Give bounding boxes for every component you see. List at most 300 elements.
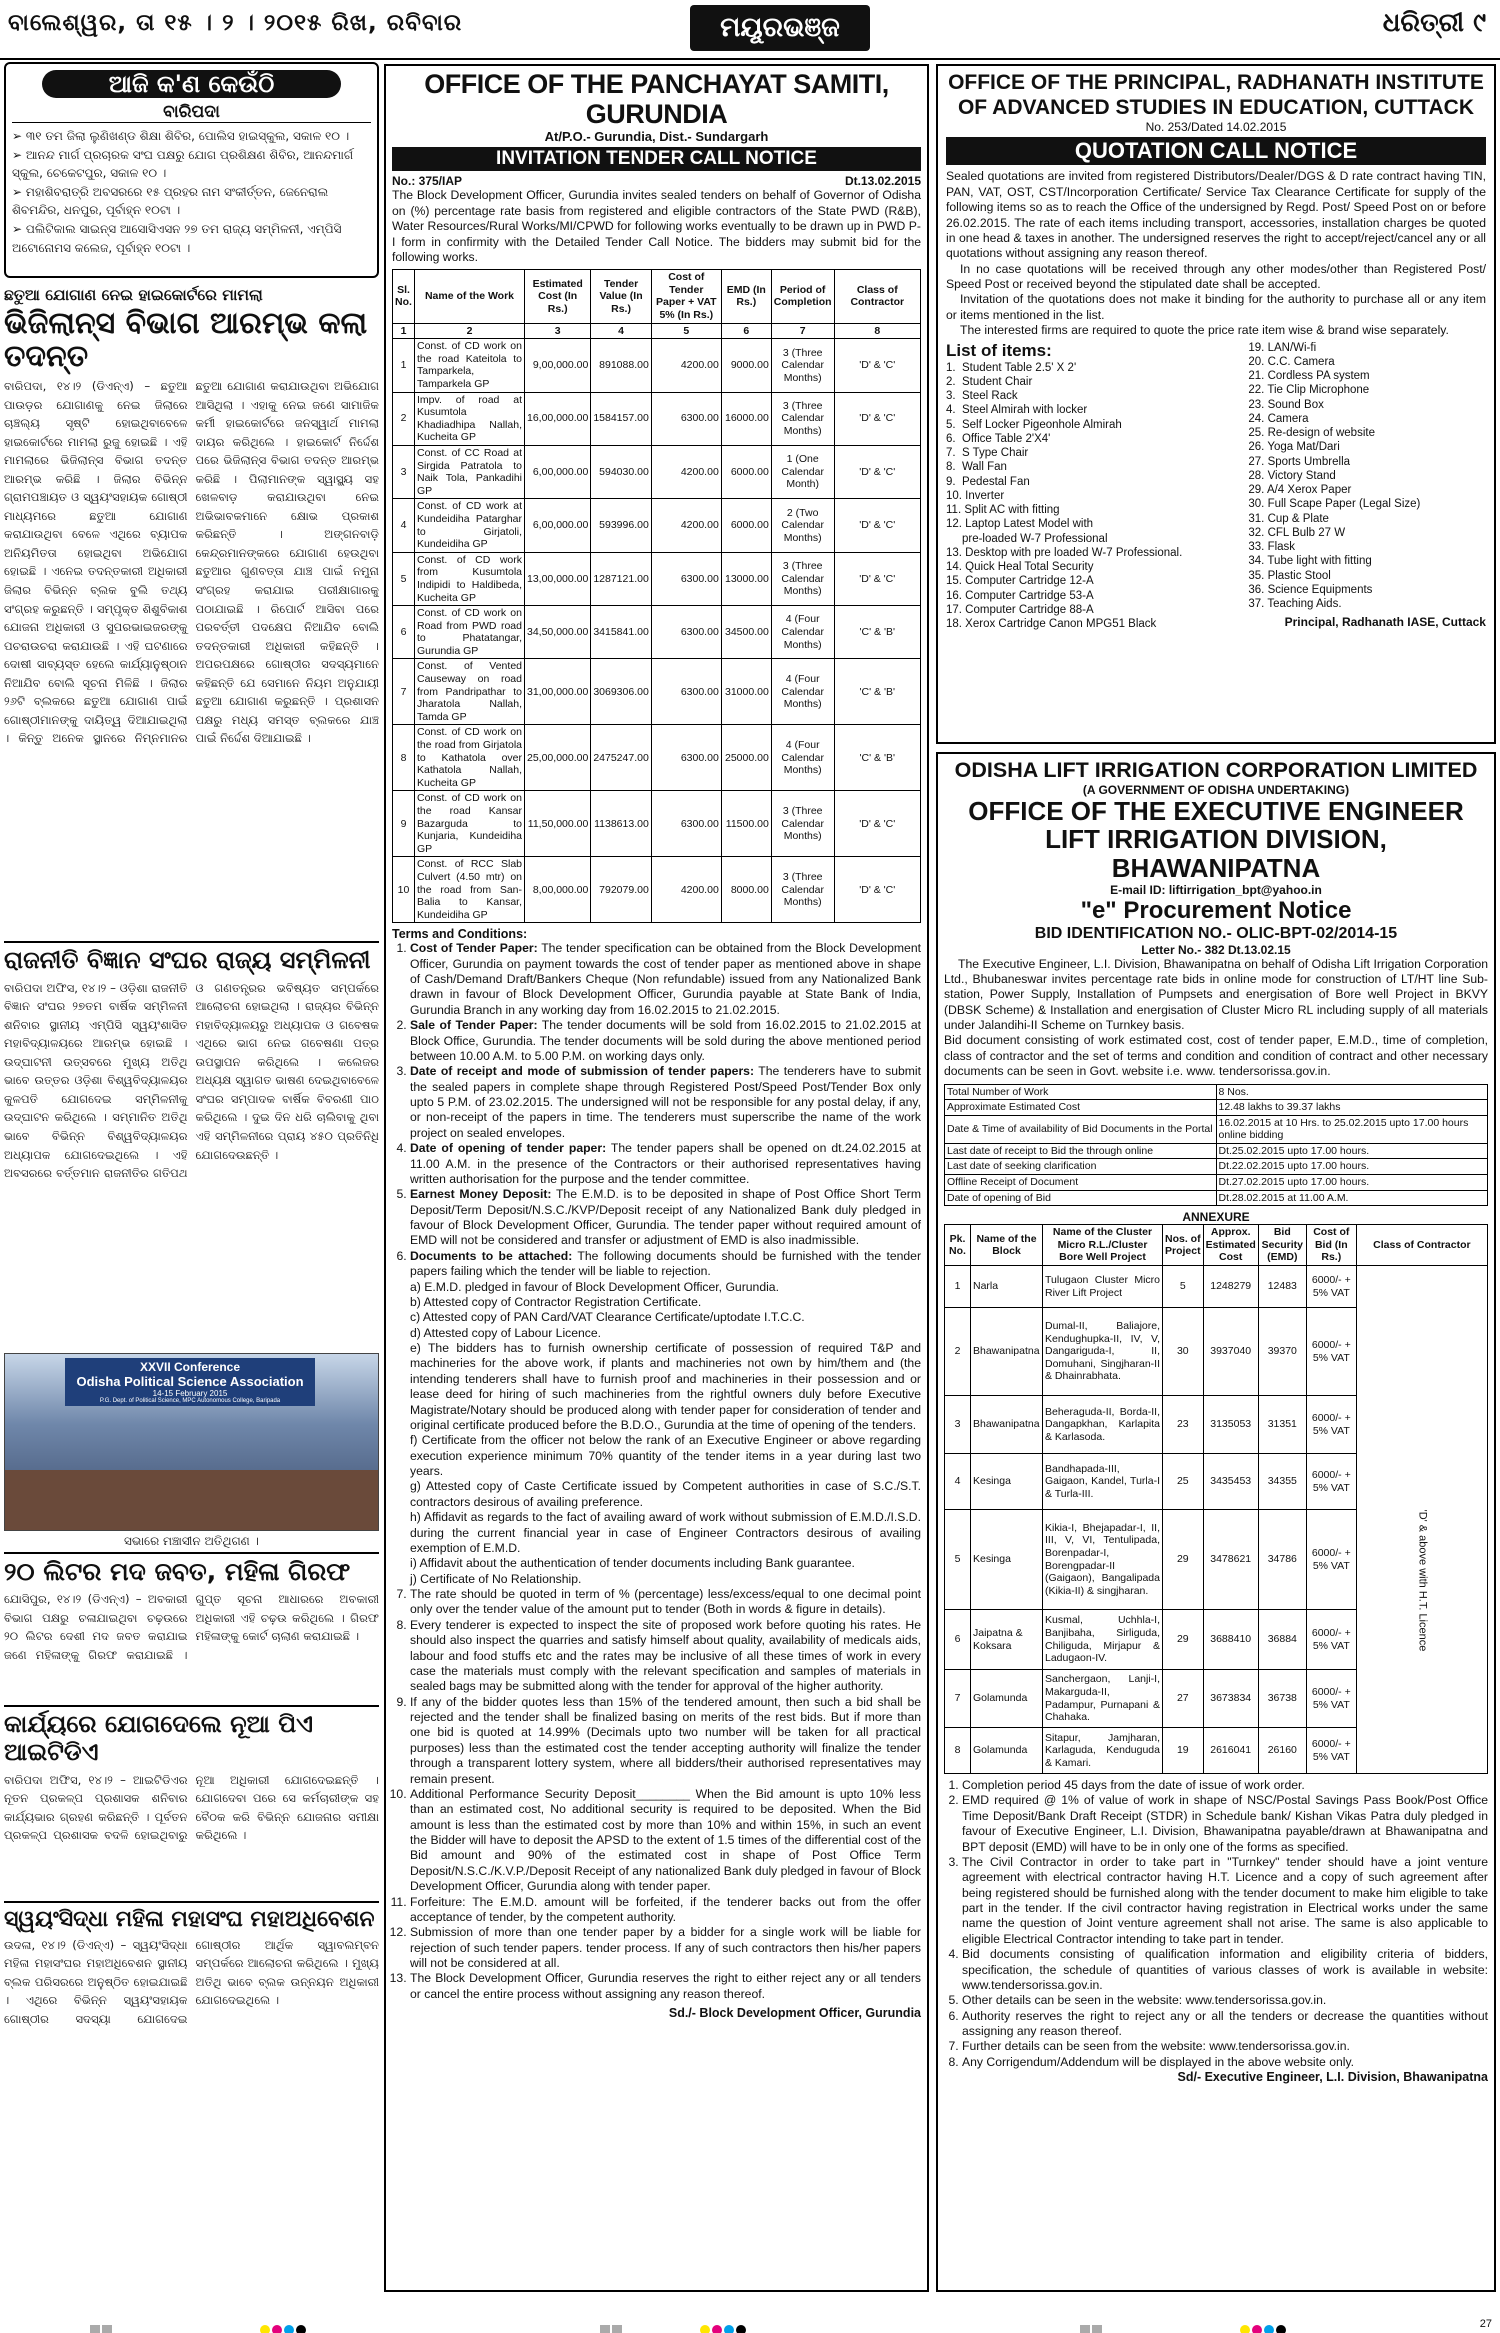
table-cell: 3415841.00 [591, 606, 651, 659]
headline: ରାଜନୀତି ବିଜ୍ଞାନ ସଂଘର ରାଜ୍ୟ ସମ୍ମିଳନୀ [4, 946, 371, 974]
list-item: 8. Wall Fan [946, 461, 1007, 474]
table-cell: 8000.00 [721, 857, 771, 923]
table-cell: 39370 [1258, 1308, 1306, 1396]
print-marks [0, 2318, 1500, 2333]
table-cell: Tulugaon Cluster Micro River Lift Project [1043, 1266, 1163, 1308]
table-cell: 25,00,000.00 [525, 725, 591, 791]
table-cell: 5 [393, 552, 415, 605]
terms-list [392, 941, 921, 1279]
table-cell: 6 [393, 606, 415, 659]
table-cell: 1 [393, 339, 415, 392]
table-cell: 8 [945, 1728, 971, 1774]
term-item: 9. If any of the bidder quotes less than 15% of the tendered amount, then such a bid shall be rejected and the tender shall be finalized basing on merits of the rest bids. But if more than one bid is quoted at 14.99% (Decimals upto two number will be taken for all practical purposes) less than the estimated cost the tender accepting authority will finalize the tender through a transparent lottery system, where all bidders/their authorised representatives may remain present. [410, 1695, 921, 1787]
table-cell: Dumal-II, Baliajore, Kendughupka-II, IV, V, Dangariguda-I, II, Domuhani, Singjharan-II & Dhainrabhata. [1043, 1308, 1163, 1396]
table-cell: 6300.00 [651, 606, 721, 659]
headline: କାର୍ଯ୍ୟରେ ଯୋଗଦେଲେ ନୂଆ ପିଏ ଆଇଟିଡିଏ [4, 1710, 314, 1766]
table-cell: 2 (Two Calendar Months) [771, 499, 834, 552]
list-item: pre-loaded W-7 Professional [946, 532, 1108, 545]
term-item: 13. The Block Development Officer, Gurundia reserves the right to either reject any or all tenders or cancel the entire process without assigning any reason thereof. [410, 1971, 921, 2002]
table-cell: 6000/- + 5% VAT [1306, 1454, 1356, 1510]
term-text: The tenderers have to submit the sealed papers in complete shape through Registered Post/Speed Post/Tender Box only upto 5 P.M. of 23.02.2015. The undersigned will not be responsible for any postal delay, if any, or non-receipt of the papers in time. The tenderers must superscribe the name of the work project on sealed envelopes. [410, 1064, 921, 1140]
table-cell: 34500.00 [721, 606, 771, 659]
note-item: 2. EMD required @ 1% of value of work in shape of NSC/Postal Savings Pass Book/Post Office Time Deposit/Bank Draft Receipt (STDR) in Schedule bank/ Kishan Vikas Patra duly pledged in favour of Executive Engineer, L.I. Division, Bhawanipatna payable/drawn at Bhawanipatna and BPT deposit (EMD) will have to be in only one of the forms as specified. [962, 1793, 1488, 1855]
class-cell [1356, 1266, 1487, 1774]
term-text: The E.M.D. is to be deposited in shape of Post Office Short Term Deposit/Term Deposit/N.S.C./KVP/Deposit receipt of any Nationalized Bank duly pledged in favour of Block Development Officer, Gurundia. The tender paper without required amount of EMD will not be considered and transfer or adjustment of EMD is also inadmissible. [410, 1187, 921, 1248]
table-row [393, 339, 921, 392]
column-number: 8 [834, 323, 920, 339]
table-cell: 36884 [1258, 1610, 1306, 1670]
column-number: 7 [771, 323, 834, 339]
list-item: 19. LAN/Wi-fi [1248, 341, 1317, 354]
table-cell: 16,00,000.00 [525, 392, 591, 445]
term-text: The tender documents will be sold from 16.02.2015 to 21.02.2015 at Block Office, Gurundia. The tender documents will be sold during the above mentioned period between 10.00 A.M. to 5.00 P.M. on working days only. [410, 1018, 921, 1063]
table-row [393, 392, 921, 445]
kicker: ଛତୁଆ ଯୋଗାଣ ନେଇ ହାଇକୋର୍ଟରେ ମାମଲା [4, 286, 263, 304]
table-cell: 12483 [1258, 1266, 1306, 1308]
column-header: Estimated Cost (In Rs.) [525, 270, 591, 323]
info-label: Last date of receipt to Bid the through online [945, 1143, 1217, 1159]
column-number: 3 [525, 323, 591, 339]
table-cell: 34786 [1258, 1510, 1306, 1610]
list-item: 15. Computer Cartridge 12-A [946, 575, 1094, 588]
quotation-bar: QUOTATION CALL NOTICE [946, 137, 1486, 165]
note-item: 7. Further details can be seen from the website: www.tendersorissa.gov.in. [962, 2039, 1488, 2054]
quotation-signature: Principal, Radhanath IASE, Cuttack [1284, 615, 1486, 630]
column-header: Cost of Bid (In Rs.) [1306, 1225, 1356, 1266]
table-row [945, 1159, 1488, 1175]
table-cell: 3937040 [1203, 1308, 1258, 1396]
quotation-title: OFFICE OF THE PRINCIPAL, RADHANATH INSTITUTE [948, 71, 1484, 94]
table-row [393, 552, 921, 605]
tender-address: At/P.O.- Gurundia, Dist.- Sundargarh [544, 129, 769, 145]
table-cell: 6000/- + 5% VAT [1306, 1510, 1356, 1610]
table-cell: 6000.00 [721, 499, 771, 552]
table-cell: 29 [1163, 1610, 1204, 1670]
list-item: 34. Tube light with fitting [1248, 555, 1372, 568]
list-item: 13. Desktop with pre loaded W-7 Professional. [946, 546, 1183, 559]
terms-list-2 [392, 1587, 921, 2002]
document-item: h) Affidavit as regards to the fact of availing award of work without submission of E.M.D./I.S.D. during the current financial year in case of Engineer Contractors desirous of availing exemption of E.M.D. [410, 1510, 921, 1555]
table-cell: 11500.00 [721, 791, 771, 857]
note-item: 4. Bid documents consisting of qualification information and eligibility criteria of bidders, specification, the schedule of quantities of various classes of work is available in website: www.tendersorissa.gov.in. [962, 1947, 1488, 1993]
list-item: 7. S Type Chair [946, 447, 1029, 459]
event-item: ➢ ୩୧ ତମ ଜିଲା ଲୁଣିଖଣ୍ଡ ଶିକ୍ଷା ଶିବିର, ପୋଲିସ ହାଇସ୍କୁଲ, ସକାଳ ୧୦ । [12, 129, 350, 143]
tender-bar: INVITATION TENDER CALL NOTICE [392, 147, 921, 171]
info-value: Dt.25.02.2015 upto 17.00 hours. [1216, 1143, 1488, 1159]
table-cell: 3478621 [1203, 1510, 1258, 1610]
story: ବାରିପଦା ଅଫିସ, ୧୪।୨ – ଓଡ଼ିଶା ରାଜନୀତି ବିଜ୍ଞାନ ସଂଘର ୨୭ତମ ବାର୍ଷିକ ସମ୍ମିଳନୀ ଶନିବାର ସ୍ଥାନୀୟ ଏମ୍‌ପିସି ସ୍ୱୟଂଶାସିତ ମହାବିଦ୍ୟାଳୟରେ ଆରମ୍ଭ ହୋଇଛି । ଉଦ୍‌ଘାଟନୀ ଉତ୍ସବରେ ମୁଖ୍ୟ ଅତିଥି ଭାବେ ଉତ୍ତର ଓଡ଼ିଶା ବିଶ୍ୱବିଦ୍ୟାଳୟର କୁଳପତି ଯୋଗଦେଇ ସମ୍ମିଳନୀକୁ ଉଦ୍‌ଘାଟନ କରିଥିଲେ । ସମ୍ମାନିତ ଅତିଥି ଭାବେ ବିଭିନ୍ନ ବିଶ୍ୱବିଦ୍ୟାଳୟର ଅଧ୍ୟାପକ ଯୋଗଦେଇଥିଲେ । ଏହି ଅବସରରେ ବର୍ତ୍ତମାନ ରାଜନୀତିର ଗତିପଥ ଓ ଗଣତନ୍ତ୍ରର ଭବିଷ୍ୟତ ସମ୍ପର୍କରେ ଆଲୋଚନା ହୋଇଥିଲା । ରାଜ୍ୟର ବିଭିନ୍ନ ମହାବିଦ୍ୟାଳୟରୁ ଅଧ୍ୟାପକ ଓ ଗବେଷକ ଏଥିରେ ଭାଗ ନେଇ ଗବେଷଣା ପତ୍ର ଉପସ୍ଥାପନ କରିଥିଲେ । କଲେଜର ଅଧ୍ୟକ୍ଷ ସ୍ୱାଗତ ଭାଷଣ ଦେଇଥିବାବେଳେ ସଂଘର ସମ୍ପାଦକ ବାର୍ଷିକ ବିବରଣୀ ପାଠ କରିଥିଲେ । ଦୁଇ ଦିନ ଧରି ଚାଲିବାକୁ ଥିବା ଏହି ସମ୍ମିଳନୀରେ ପ୍ରାୟ ୪୫୦ ପ୍ରତିନିଧି ଯୋଗଦେଉଛନ୍ତି । [4, 980, 379, 1181]
table-cell: Golamunda [971, 1670, 1043, 1728]
items-title: List of items: [946, 340, 1052, 360]
quotation-para: The interested firms are required to quote the price rate item wise & brand wise separately. [960, 323, 1449, 338]
table-cell: 2616041 [1203, 1728, 1258, 1774]
column-header: Class of Contractor [1356, 1225, 1487, 1266]
table-cell: 4200.00 [651, 857, 721, 923]
headline: ସ୍ୱୟଂସିଦ୍ଧା ମହିଳା ମହାସଂଘ ମହାଅଧିବେଶନ [4, 1906, 375, 1932]
table-cell: 8 [393, 725, 415, 791]
list-item: 27. Sports Umbrella [1248, 455, 1351, 468]
table-cell: 6000.00 [721, 445, 771, 498]
tender-number: No.: 375/IAP [392, 174, 463, 189]
table-cell: 792079.00 [591, 857, 651, 923]
table-cell: 34,50,000.00 [525, 606, 591, 659]
table-cell: 3 (Three Calendar Months) [771, 791, 834, 857]
info-value: 16.02.2015 at 10 Hrs. to 25.02.2015 upto 17.00 hours online bidding [1216, 1115, 1488, 1143]
table-cell: 3688410 [1203, 1610, 1258, 1670]
table-cell: 25000.00 [721, 725, 771, 791]
document-item: g) Attested copy of Caste Certificate issued by Competent authorities in case of S.C./S.T. contractors desirous of availing preference. [410, 1479, 921, 1509]
column-header: Bid Security (EMD) [1258, 1225, 1306, 1266]
column-number: 5 [651, 323, 721, 339]
info-value: 12.48 lakhs to 39.37 lakhs [1216, 1100, 1488, 1116]
column-header: Name of the Cluster Micro R.L./Cluster Bore Well Project [1043, 1225, 1163, 1266]
headline: ଭିଜିଲାନ୍ସ ବିଭାଗ ଆରମ୍ଭ କଲା ତଦନ୍ତ [4, 306, 368, 374]
term-item: 7. The rate should be quoted in term of % (percentage) less/excess/equal to one decimal point only over the tender value of the amount put to tender (Both in words & figure in details). [410, 1587, 921, 1618]
term-text: The tender papers shall be opened on dt.24.02.2015 at 11.00 A.M. in the presence of the Contractors or their authorised representatives having written authorisation for the purpose and the tender committee. [410, 1141, 921, 1186]
column-header: Pk. No. [945, 1225, 971, 1266]
table-cell: 6300.00 [651, 791, 721, 857]
event-item: ➢ ପଲିଟିକାଲ ସାଇନ୍ସ ଆସୋସିଏସନ ୨୭ ତମ ରାଜ୍ୟ ସମ୍ମିଳନୀ, ଏମ୍‌ପିସି ଅଟୋନୋମସ କଲେଜ, ପୂର୍ବାହ୍ନ ୧୦ଟା । [12, 221, 342, 255]
table-cell: Const. of CD work from Kusumtola Indipidi to Haldibeda, Kucheita GP [415, 552, 525, 605]
quotation-title-2: OF ADVANCED STUDIES IN EDUCATION, CUTTACK [957, 96, 1475, 120]
table-cell: 6000/- + 5% VAT [1306, 1728, 1356, 1774]
table-cell: 31000.00 [721, 659, 771, 725]
table-cell: Kesinga [971, 1510, 1043, 1610]
paper-logo: ଧରିତ୍ରୀ ୯ [1382, 8, 1486, 38]
list-item: 18. Xerox Cartridge Canon MPG51 Black [946, 618, 1157, 630]
table-cell: 'D' & 'C' [834, 392, 920, 445]
registration-mark [600, 2320, 624, 2333]
conference-banner: XXVII Conference Odisha Political Science Association 14-15 February 2015 P.G. Dept. of Political Science, MPC Autonomous College, Baripada [65, 1358, 315, 1406]
table-cell: 7 [393, 659, 415, 725]
table-cell: 23 [1163, 1396, 1204, 1454]
list-item: 16. Computer Cartridge 53-A [946, 589, 1094, 602]
document-item: f) Certificate from the officer not below the rank of an Executive Engineer or above regarding execution experience minimum 70% quantity of the tender items in a year during last two years. [410, 1433, 921, 1479]
tender-signature: Sd./- Block Development Officer, Gurundia [668, 2006, 921, 2021]
table-cell: 7 [945, 1670, 971, 1728]
annexure-title: ANNEXURE [1182, 1210, 1250, 1225]
table-cell: 29 [1163, 1510, 1204, 1610]
table-cell: 6000/- + 5% VAT [1306, 1396, 1356, 1454]
documents-list [392, 1280, 921, 1588]
table-cell: 'D' & 'C' [834, 445, 920, 498]
table-cell: 31,00,000.00 [525, 659, 591, 725]
news-column [4, 62, 379, 2086]
table-cell: Sitapur, Jamjharan, Karlaguda, Kenduguda & Kamari. [1043, 1728, 1163, 1774]
term-item: 12. Submission of more than one tender paper by a bidder for a single work will be liable for rejection of such tender papers. tender process. If any of such contractors then his/her papers will not be considered at all. [410, 1925, 921, 1971]
column-header: Nos. of Project [1163, 1225, 1204, 1266]
info-label: Last date of seeking clarification [945, 1159, 1217, 1175]
table-cell: 'D' & 'C' [834, 552, 920, 605]
tender-table [392, 269, 921, 923]
lift-irrigation-notice [936, 752, 1496, 2292]
table-cell: 4200.00 [651, 339, 721, 392]
list-item: 37. Teaching Aids. [1248, 598, 1342, 610]
term-item: 10. Additional Performance Security Deposit________ When the Bid amount is upto 10% less than an estimated cost, No additional security is required to be deposited. When the Bid amount is less than the estimated cost by more than 10% and within 15%, in such an event the Bidder will have to deposit the APSD to the extent of 1.5 times of the differential cost of the Bid amount and 90% of the estimated cost in shape of Post Office Term Deposit/N.S.C./K.V.P./Deposit Receipt of any nationalized Bank duly pledged in favour of Block Development Officer, Gurundia along with tender paper. [410, 1787, 921, 1895]
terms-title: Terms and Conditions: [392, 927, 528, 942]
table-cell: 36738 [1258, 1670, 1306, 1728]
annexure-table [944, 1224, 1488, 1774]
story: ଯୋସିପୁର, ୧୪।୨ (ଡିଏନ୍‌ଏ) – ଅବକାରୀ ବିଭାଗ ପକ୍ଷରୁ ଚଳାଯାଇଥିବା ଚଢ଼ଉରେ ୨୦ ଲିଟର ଦେଶୀ ମଦ ଜବତ କରାଯାଇ ଜଣେ ମହିଳାଙ୍କୁ ଗିରଫ କରାଯାଇଛି । ଗୁପ୍ତ ସୂଚନା ଆଧାରରେ ଅବକାରୀ ଅଧିକାରୀ ଏହି ଚଢ଼ଉ କରିଥିଲେ । ଗିରଫ ମହିଳାଙ୍କୁ କୋର୍ଟ ଚାଲାଣ କରାଯାଇଛି । [4, 1592, 379, 1662]
event-item: ➢ ମହାଶିବରାତ୍ରି ଅବସରରେ ୧୫ ପ୍ରହର ନାମ ସଂକୀର୍ତ୍ତନ, ଜେନେରାଲ ଶିବମନ୍ଦିର, ଧନପୁର, ପୂର୍ବାହ୍ନ ୧୦ଟା । [12, 184, 329, 218]
term-heading: Cost of Tender Paper: [410, 941, 538, 956]
table-cell: 1287121.00 [591, 552, 651, 605]
table-cell: 31351 [1258, 1396, 1306, 1454]
table-cell: 6300.00 [651, 392, 721, 445]
table-cell: 6000/- + 5% VAT [1306, 1610, 1356, 1670]
lift-para: The Executive Engineer, L.I. Division, Bhawanipatna on behalf of Odisha Lift Irrigation Corporation Ltd., Bhubaneswar invites percentage rate bids in online mode for construction of LT/HT line Sub-station, Power Supply, Installation of Pumpsets and energisation of Bore well Project in BKVY (DBSK Scheme) & Installation and energisation of Cluster Micro RL including supply of all materials under Jalandihi-II Scheme on Turnkey basis. [944, 956, 1488, 1032]
registration-mark [1080, 2320, 1104, 2333]
column-number: 6 [721, 323, 771, 339]
info-label: Date & Time of availability of Bid Documents in the Portal [945, 1115, 1217, 1143]
table-cell: 4 [393, 499, 415, 552]
table-cell: Const. of Vented Causeway on road from Pandripathar to Jharatola Nallah, Tamda GP [415, 659, 525, 725]
tender-title: OFFICE OF THE PANCHAYAT SAMITI, GURUNDIA [424, 69, 889, 129]
term-item [410, 1018, 921, 1064]
table-cell: Bandhapada-III, Gaigaon, Kandel, Turla-I & Turla-III. [1043, 1454, 1163, 1510]
quotation-para: In no case quotations will be received through any other modes/other than Registered Post/ Speed Post or received beyond the stipulated date shall be accepted. [946, 261, 1486, 291]
term-heading: Documents to be attached: [410, 1248, 573, 1263]
info-value: 8 Nos. [1216, 1084, 1488, 1100]
table-cell: 9 [393, 791, 415, 857]
table-cell: 3 (Three Calendar Months) [771, 339, 834, 392]
table-cell: 9000.00 [721, 339, 771, 392]
table-cell: 2475247.00 [591, 725, 651, 791]
term-item [410, 1064, 921, 1141]
table-cell: 3 [393, 445, 415, 498]
table-cell: 594030.00 [591, 445, 651, 498]
column-header: Sl. No. [393, 270, 415, 323]
list-item: 1. Student Table 2.5' X 2' [946, 361, 1077, 374]
quotation-number: No. 253/Dated 14.02.2015 [1145, 120, 1287, 135]
table-cell: 6300.00 [651, 552, 721, 605]
list-item: 33. Flask [1248, 541, 1296, 553]
table-cell: 9,00,000.00 [525, 339, 591, 392]
note-item: 3. The Civil Contractor in order to take part in "Turnkey" tender should have a joint venture agreement with electrical contractor having H.T. Licence and a copy of such agreement after being registered should be furnished along with the tender document to make him eligible to take part in the tender. If the civil contractor having registration in Electrical works under the same name the question of Joint venture agreement shall not arise. The same is also applicable to eligible Electrical Contractor intending to take part in tender. [962, 1855, 1488, 1947]
list-item: 10. Inverter [946, 489, 1005, 502]
document-item: i) Affidavit about the authentication of tender documents including Bank guarantee. [410, 1556, 855, 1571]
table-cell: 8,00,000.00 [525, 857, 591, 923]
page-number: 27 [1479, 2318, 1492, 2330]
info-label: Approximate Estimated Cost [945, 1100, 1217, 1116]
office-title: OFFICE OF THE EXECUTIVE ENGINEER [968, 795, 1464, 826]
list-item: 11. Split AC with fitting [946, 504, 1060, 516]
table-cell: Kikia-I, Bhejapadar-I, II, III, V, VI, Tentulipada, Borenpadar-I, Borengpadar-II (Gaigaon), Bangalipada (Kikia-II) & singjharan. [1043, 1510, 1163, 1610]
table-cell: 'D' & 'C' [834, 499, 920, 552]
term-item [410, 941, 921, 1018]
table-cell: 1248279 [1203, 1266, 1258, 1308]
list-item: 23. Sound Box [1248, 398, 1324, 411]
list-item: 30. Full Scape Paper (Legal Size) [1248, 498, 1421, 511]
table-cell: 3673834 [1203, 1670, 1258, 1728]
quotation-para: Sealed quotations are invited from registered Distributors/Dealer/DGS & D rate contract having TIN, PAN, VAT, OST, CST/Incorporation Certificate/ Service Tax Clearance Certificate for supply of the following items so as to reach the Office of the undersigned by Regd. Post/ Speed Post on or before 26.02.2015. The rate of each items including transport, accessories, installation charges be quoted in one head & taxes in another. The undersigned reserves the right to accept/reject/cancel any or all quotations without assigning any reason thereof. [946, 169, 1486, 261]
list-item: 3. Steel Rack [946, 390, 1018, 402]
bid-identification: BID IDENTIFICATION NO.- OLIC-BPT-02/2014-15 [1034, 924, 1398, 942]
quotation-para: Invitation of the quotations does not make it binding for the authority to purchase all or any item or items mentioned in the list. [946, 292, 1486, 322]
corp-subtitle: (A GOVERNMENT OF ODISHA UNDERTAKING) [1082, 782, 1350, 797]
table-cell: 11,50,000.00 [525, 791, 591, 857]
table-cell: 6000/- + 5% VAT [1306, 1670, 1356, 1728]
term-item: 11. Forfeiture: The E.M.D. amount will be forfeited, if the tenderer backs out from the offer acceptance of tender, by the competent authority. [410, 1895, 921, 1926]
list-item: 31. Cup & Plate [1248, 512, 1329, 525]
column-header: Cost of Tender Paper + VAT 5% (In Rs.) [651, 270, 721, 323]
table-cell: 1 (One Calendar Month) [771, 445, 834, 498]
table-cell: 'D' & 'C' [834, 339, 920, 392]
conference-photo [4, 1353, 379, 1531]
table-cell: Kusmal, Uchhla-I, Banjibaha, Sirliguda, Chiliguda, Mirjapur & Ladugaon-IV. [1043, 1610, 1163, 1670]
table-cell: 4 (Four Calendar Months) [771, 659, 834, 725]
list-item: 25. Re-design of website [1248, 427, 1375, 439]
email: E-mail ID: liftirrigation_bpt@yahoo.in [1110, 882, 1322, 897]
table-cell: 10 [393, 857, 415, 923]
list-item: 26. Yoga Mat/Dari [1248, 441, 1340, 454]
column-number: 4 [591, 323, 651, 339]
table-row [945, 1190, 1488, 1206]
table-cell: 4200.00 [651, 499, 721, 552]
events-box [4, 62, 379, 278]
dateline: ବାଲେଶ୍ୱର, ତା ୧୫ । ୨ । ୨୦୧୫ ରିଖ, ରବିବାର [8, 10, 463, 36]
story: ବାରିପଦା ଅଫିସ, ୧୪।୨ – ଆଇଟିଡିଏର ନୂତନ ପ୍ରକଳ୍ପ ପ୍ରଶାସକ ଶନିବାର କାର୍ଯ୍ୟଭାର ଗ୍ରହଣ କରିଛନ୍ତି । ପୂର୍ବତନ ପ୍ରକଳ୍ପ ପ୍ରଶାସକ ବଦଳି ହୋଇଥିବାରୁ ନୂଆ ଅଧିକାରୀ ଯୋଗଦେଇଛନ୍ତି । ଯୋଗଦେବା ପରେ ସେ କର୍ମଚାରୀଙ୍କ ସହ ବୈଠକ କରି ବିଭିନ୍ନ ଯୋଜନାର ସମୀକ୍ଷା କରିଥିଲେ । [4, 1772, 379, 1843]
document-item: c) Attested copy of PAN Card/VAT Clearance Certificate/uptodate I.T.C.C. [410, 1310, 805, 1325]
note-item: 8. Any Corrigendum/Addendum will be displayed in the above website only. [962, 2055, 1488, 2070]
table-cell: Bhawanipatna [971, 1396, 1043, 1454]
table-cell: 4 (Four Calendar Months) [771, 606, 834, 659]
table-row [393, 857, 921, 923]
list-item: 35. Plastic Stool [1248, 569, 1331, 582]
list-item: 12. Laptop Latest Model with [946, 518, 1094, 531]
class-note: 'D' & above with H.T. Licence [1416, 1509, 1429, 1652]
table-cell: 5 [945, 1510, 971, 1610]
lift-signature: Sd/- Executive Engineer, L.I. Division, Bhawanipatna [1177, 2070, 1488, 2085]
table-cell: Bhawanipatna [971, 1308, 1043, 1396]
table-cell: 4200.00 [651, 445, 721, 498]
items-list [946, 361, 1248, 632]
event-item: ➢ ଆନନ୍ଦ ମାର୍ଗ ପ୍ରଚାରକ ସଂଘ ପକ୍ଷରୁ ଯୋଗ ପ୍ରଶିକ୍ଷଣ ଶିବିର, ଆନନ୍ଦମାର୍ଗ ସ୍କୁଲ, ଚେକେଟପୁର, ସକାଳ ୧୦ । [12, 147, 354, 181]
info-value: Dt.22.02.2015 upto 17.00 hours. [1216, 1159, 1488, 1175]
eprocurement-title: "e" Procurement Notice [1080, 896, 1352, 924]
events-title: ଆଜି କ'ଣ କେଉଁଠି [42, 70, 341, 98]
table-cell: Impv. of road at Kusumtola Khadiadhipa Nallah, Kucheita GP [415, 392, 525, 445]
story: ଉଦଳା, ୧୪।୨ (ଡିଏନ୍‌ଏ) – ସ୍ୱୟଂସିଦ୍ଧା ମହିଳା ମହାସଂଘର ମହାଅଧିବେଶନ ସ୍ଥାନୀୟ ବ୍ଲକ ପରିସରରେ ଅନୁଷ୍ଠିତ ହୋଇଯାଇଛି । ଏଥିରେ ବିଭିନ୍ନ ସ୍ୱୟଂସହାୟକ ଗୋଷ୍ଠୀର ସଦସ୍ୟା ଯୋଗଦେଇ ଗୋଷ୍ଠୀର ଆର୍ଥିକ ସ୍ୱାବଲମ୍ବନ ସମ୍ପର୍କରେ ଆଲୋଚନା କରିଥିଲେ । ମୁଖ୍ୟ ଅତିଥି ଭାବେ ବ୍ଲକ ଉନ୍ନୟନ ଅଧିକାରୀ ଯୋଗଦେଇଥିଲେ । [4, 1937, 379, 2027]
table-cell: 4 [945, 1454, 971, 1510]
column-number: 1 [393, 323, 415, 339]
lift-para: Bid document consisting of work estimated cost, cost of tender paper, E.M.D., time of completion, class of contractor and the set of terms and condition and condition of contract and other necessary documents can be seen in Govt. website i.e. www. tendersorissa.gov.in. [944, 1033, 1488, 1079]
bid-info-table [944, 1084, 1488, 1207]
note-item: 6. Authority reserves the right to reject any or all the tenders or decrease the quantities without assigning any reason thereof. [962, 2009, 1488, 2040]
table-row [393, 445, 921, 498]
table-cell: 'D' & 'C' [834, 791, 920, 857]
document-item: a) E.M.D. pledged in favour of Block Development Officer, Gurundia. [410, 1279, 779, 1294]
info-label: Offline Receipt of Document [945, 1175, 1217, 1191]
table-row [393, 606, 921, 659]
table-cell: 593996.00 [591, 499, 651, 552]
table-cell: 3 (Three Calendar Months) [771, 552, 834, 605]
table-cell: 25 [1163, 1454, 1204, 1510]
table-row [393, 791, 921, 857]
table-cell: 3069306.00 [591, 659, 651, 725]
document-item: d) Attested copy of Labour Licence. [410, 1325, 602, 1340]
list-item: 22. Tie Clip Microphone [1248, 384, 1370, 397]
table-cell: 'C' & 'B' [834, 606, 920, 659]
column-header: Name of the Work [415, 270, 525, 323]
list-item: 5. Self Locker Pigeonhole Almirah [946, 418, 1122, 431]
table-cell: 5 [1163, 1266, 1204, 1308]
term-text: The tender specification can be obtained from the Block Development Officer, Gurundia on payment towards the cost of tender paper as mentioned above in shape of Cash/Demand Draft/Bankers Cheque (Non refundable) issued from any Nationalized Bank drawn in favour of Block Development Officer, Gurundia payable at State Bank of India, Gurundia Branch in any working day from 16.02.2015 to 21.02.2015. [410, 941, 921, 1017]
table-cell: 13000.00 [721, 552, 771, 605]
table-cell: 34355 [1258, 1454, 1306, 1510]
table-cell: Const. of CC Road at Sirgida Patratola to Naik Tola, Pankadihi GP [415, 445, 525, 498]
table-cell: 6300.00 [651, 725, 721, 791]
term-heading: Earnest Money Deposit: [410, 1187, 552, 1202]
table-row [393, 499, 921, 552]
corp-name: ODISHA LIFT IRRIGATION CORPORATION LIMITED [954, 758, 1478, 782]
tender-notice [384, 64, 929, 2292]
letter-number: Letter No.- 382 Dt.13.02.15 [1141, 942, 1291, 957]
list-item: 4. Steel Almirah with locker [946, 404, 1088, 417]
table-row [945, 1115, 1488, 1143]
table-row [945, 1143, 1488, 1159]
list-item: 28. Victory Stand [1248, 469, 1336, 482]
list-item: 24. Camera [1248, 412, 1309, 425]
list-item: 21. Cordless PA system [1248, 370, 1370, 382]
story: ବାରିପଦା, ୧୪।୨ (ଡିଏନ୍‌ଏ) – ଛତୁଆ ପାଉଡ଼ର ଯୋଗାଣକୁ ନେଇ ଜିଲାରେ ଚାଞ୍ଚଲ୍ୟ ସୃଷ୍ଟି ହୋଇଥିବାବେଳେ ହାଇକୋର୍ଟରେ ମାମଲା ରୁଜୁ ହୋଇଛି । ଏହି ମାମଲାରେ ଭିଜିଲାନ୍ସ ବିଭାଗ ତଦନ୍ତ ଆରମ୍ଭ କରିଛି । ଜିଲାର ବିଭିନ୍ନ ଗ୍ରାମପଞ୍ଚାୟତ ଓ ସ୍ୱୟଂସହାୟକ ଗୋଷ୍ଠୀ ମାଧ୍ୟମରେ ଛତୁଆ ଯୋଗାଣ କରାଯାଉଥିବା ବେଳେ ଏଥିରେ ବ୍ୟାପକ ଅନିୟମିତତା ହୋଇଥିବା ଅଭିଯୋଗ ହୋଇଛି । ଏନେଇ ତଦନ୍ତକାରୀ ଅଧିକାରୀ ଜିଲାର ବିଭିନ୍ନ ବ୍ଲକ ବୁଲି ତଥ୍ୟ ସଂଗ୍ରହ କରୁଛନ୍ତି । ସମ୍ପୃକ୍ତ ଶିଶୁବିକାଶ ଯୋଜନା ଅଧିକାରୀ ଓ ସୁପରଭାଇଜରଙ୍କୁ ପଚରାଉଚରା କରାଯାଉଛି । ଏହି ଘଟଣାରେ ଦୋଷୀ ସାବ୍ୟସ୍ତ ହେଲେ କାର୍ଯ୍ୟାନୁଷ୍ଠାନ ନିଆଯିବ ବୋଲି ସୂଚନା ମିଳିଛି । ଜିଲାର ୨୬ଟି ବ୍ଲକରେ ଛତୁଆ ଯୋଗାଣ ପାଇଁ ଗୋଷ୍ଠୀମାନଙ୍କୁ ଦାୟିତ୍ୱ ଦିଆଯାଇଥିଲା । କିନ୍ତୁ ଅନେକ ସ୍ଥାନରେ ନିମ୍ନମାନର ଛତୁଆ ଯୋଗାଣ କରାଯାଉଥିବା ଅଭିଯୋଗ ଆସିଥିଲା । ଏହାକୁ ନେଇ ଜଣେ ସାମାଜିକ କର୍ମୀ ହାଇକୋର୍ଟରେ ଜନସ୍ୱାର୍ଥ ମାମଲା ଦାୟର କରିଥିଲେ । ହାଇକୋର୍ଟ ନିର୍ଦ୍ଦେଶ ପରେ ଭିଜିଲାନ୍ସ ବିଭାଗ ତଦନ୍ତ ଆରମ୍ଭ କରିଛି । ପିଲାମାନଙ୍କ ସ୍ୱାସ୍ଥ୍ୟ ସହ ଖେଳବାଡ଼ କରାଯାଉଥିବା ନେଇ ଅଭିଭାବକମାନେ କ୍ଷୋଭ ପ୍ରକାଶ କରିଛନ୍ତି । ଅଙ୍ଗନବାଡ଼ି କେନ୍ଦ୍ରମାନଙ୍କରେ ଯୋଗାଣ ହେଉଥିବା ଛତୁଆର ଗୁଣବତ୍ତା ଯାଞ୍ଚ ପାଇଁ ନମୁନା ସଂଗ୍ରହ କରାଯାଇ ପରୀକ୍ଷାଗାରକୁ ପଠାଯାଇଛି । ରିପୋର୍ଟ ଆସିବା ପରେ ପରବର୍ତ୍ତୀ ପଦକ୍ଷେପ ନିଆଯିବ ବୋଲି ତଦନ୍ତକାରୀ ଅଧିକାରୀ କହିଛନ୍ତି । ଅପରପକ୍ଷରେ ଗୋଷ୍ଠୀର ସଦସ୍ୟମାନେ କହିଛନ୍ତି ଯେ ସେମାନେ ନିୟମ ଅନୁଯାୟୀ ଛତୁଆ ଯୋଗାଣ କରୁଛନ୍ତି । ପ୍ରଶାସନ ପକ୍ଷରୁ ମଧ୍ୟ ସମସ୍ତ ବ୍ଲକରେ ଯାଞ୍ଚ ପାଇଁ ନିର୍ଦ୍ଦେଶ ଦିଆଯାଇଛି । [4, 379, 379, 746]
headline: ୨୦ ଲିଟର ମଦ ଜବତ, ମହିଳା ଗିରଫ [4, 1556, 351, 1586]
note-item: 5. Other details can be seen in the website: www.tendersorissa.gov.in. [962, 1993, 1488, 2008]
info-value: Dt.28.02.2015 at 11.00 A.M. [1216, 1190, 1488, 1206]
term-heading: Date of receipt and mode of submission of tender papers: [410, 1064, 755, 1079]
list-item: 6. Office Table 2'X4' [946, 432, 1051, 445]
table-cell: Kesinga [971, 1454, 1043, 1510]
table-cell: 'C' & 'B' [834, 725, 920, 791]
table-cell: 4 (Four Calendar Months) [771, 725, 834, 791]
table-cell: Jaipatna & Koksara [971, 1610, 1043, 1670]
table-cell: 30 [1163, 1308, 1204, 1396]
table-cell: Narla [971, 1266, 1043, 1308]
term-item: 8. Every tenderer is expected to inspect the site of proposed work before quoting his rates. He should also inspect the quarries and satisfy himself about quality, availability of medicals aids, labour and food stuffs etc and the rates may be inclusive of all these times of work in every case the materials must comply with the relevant specification and samples of materials in sealed bags may be submitted along with the tender for approval of the higher authority. [410, 1618, 921, 1695]
events-city: ବାରିପଦା [12, 102, 371, 123]
document-item: e) The bidders has to furnish ownership certificate of possession of required T&P and machineries for the above work, if plants and machineries not own by him/them and (the intending tenderers shall have to furnish proof and machineries in their possession and or lease deed for hiring of such machineries from the rightful owners duly before Executive Magistrate/Notary should be produced along with tender paper for consideration of tender and original certificate produced before the B.D.O., Gurundia at the time of opening of the tenders. [410, 1341, 921, 1432]
term-item [410, 1187, 921, 1249]
table-cell: 1584157.00 [591, 392, 651, 445]
list-item: 29. A/4 Xerox Paper [1248, 484, 1352, 496]
column-header: EMD (In Rs.) [721, 270, 771, 323]
list-item: 9. Pedestal Fan [946, 475, 1030, 488]
document-item: b) Attested copy of Contractor Registration Certificate. [410, 1294, 702, 1309]
term-item [410, 1141, 921, 1187]
quotation-notice [936, 64, 1496, 744]
section-title: ମୟୂରଭଞ୍ଜ [690, 5, 870, 51]
table-cell: 'D' & 'C' [834, 857, 920, 923]
table-row [945, 1084, 1488, 1100]
table-cell: 3 (Three Calendar Months) [771, 392, 834, 445]
table-cell: 6000/- + 5% VAT [1306, 1266, 1356, 1308]
list-item: 36. Science Equipments [1248, 583, 1373, 596]
table-cell: Const. of RCC Slab Culvert (4.50 mtr) on the road from San-Balia to Kansar, Kundeidiha GP [415, 857, 525, 923]
color-dots [1240, 2320, 1288, 2333]
term-item [410, 1249, 921, 1280]
table-cell: 2 [393, 392, 415, 445]
table-cell: Const. of CD work at Kundeidiha Patarghar to Girjatoli, Kundeidiha GP [415, 499, 525, 552]
registration-mark [90, 2320, 114, 2333]
info-label: Date of opening of Bid [945, 1190, 1217, 1206]
table-cell: 1 [945, 1266, 971, 1308]
tender-date: Dt.13.02.2015 [844, 174, 921, 189]
info-label: Total Number of Work [945, 1084, 1217, 1100]
term-text: The following documents should be furnished with the tender papers failing which the tender will be liable to rejection. [410, 1248, 921, 1279]
term-heading: Sale of Tender Paper: [410, 1018, 538, 1033]
list-item: 14. Quick Heal Total Security [946, 561, 1094, 573]
table-cell: 2 [945, 1308, 971, 1396]
